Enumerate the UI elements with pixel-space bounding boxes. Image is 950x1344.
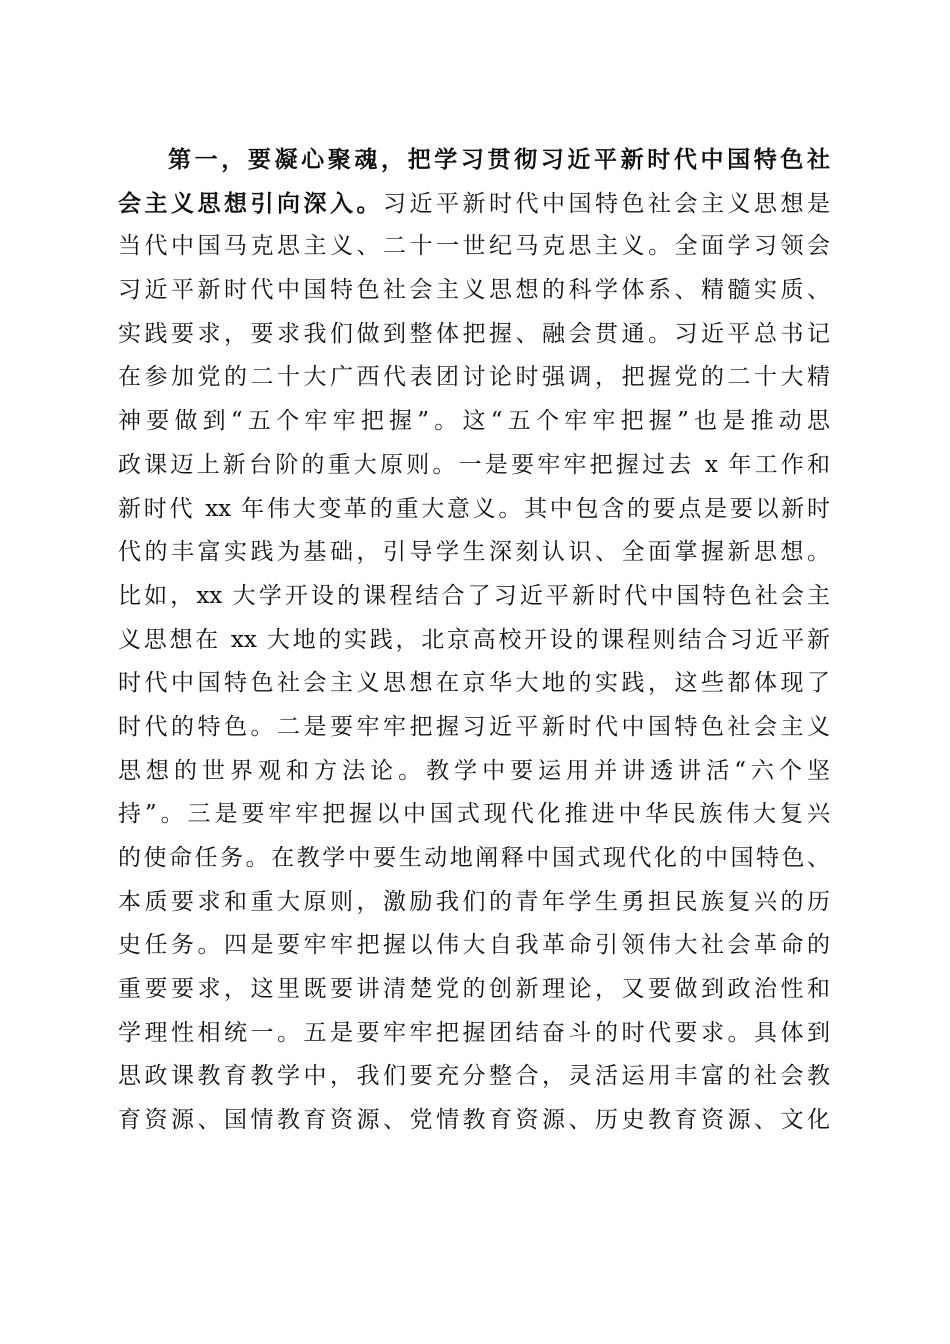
line-text: 的使命任务。在教学中要生动地阐释中国式现代化的中国特色、 — [118, 845, 830, 871]
line-text: 思想的世界观和方法论。教学中要运用并讲透讲活“六个坚 — [118, 757, 830, 784]
line-text: 代的丰富实践为基础，引导学生深刻认识、全面掌握新思想。 — [118, 539, 830, 566]
line-text: 神要做到“五个牢牢把握”。这“五个牢牢把握”也是推动思 — [118, 408, 830, 435]
body-paragraph — [118, 138, 830, 1143]
line-text: 重要要求，这里既要讲清楚党的创新理论，又要做到政治性和 — [118, 976, 830, 1003]
line-text: 当代中国马克思主义、二十一世纪马克思主义。全面学习领会 — [118, 233, 830, 260]
text-line — [118, 400, 830, 444]
line-text: 实践要求，要求我们做到整体把握、融会贯通。习近平总书记 — [118, 320, 830, 347]
text-line — [118, 138, 830, 182]
text-line — [118, 793, 830, 837]
text-line — [118, 924, 830, 968]
text-line — [118, 444, 830, 488]
line-text: 习近平新时代中国特色社会主义思想是 — [383, 190, 830, 217]
text-line — [118, 881, 830, 925]
text-line — [118, 1099, 830, 1143]
line-text: 比如，xx 大学开设的课程结合了习近平新时代中国特色社会主 — [118, 582, 830, 609]
line-text: 本质要求和重大原则，激励我们的青年学生勇担民族复兴的历 — [118, 888, 830, 915]
text-line — [118, 750, 830, 794]
text-line — [118, 531, 830, 575]
text-line — [118, 182, 830, 226]
line-text: 持”。三是要牢牢把握以中国式现代化推进中华民族伟大复兴 — [118, 801, 830, 828]
line-text: 史任务。四是要牢牢把握以伟大自我革命引领伟大社会革命的 — [118, 932, 830, 959]
line-text: 政课迈上新台阶的重大原则。一是要牢牢把握过去 x 年工作和 — [118, 451, 830, 478]
text-line — [118, 1055, 830, 1099]
text-line — [118, 575, 830, 619]
bold-heading-text: 第一，要凝心聚魂，把学习贯彻习近平新时代中国特色社 — [168, 146, 830, 173]
line-text: 时代的特色。二是要牢牢把握习近平新时代中国特色社会主义 — [118, 713, 830, 740]
line-text: 新时代 xx 年伟大变革的重大意义。其中包含的要点是要以新时 — [118, 495, 830, 522]
text-line — [118, 269, 830, 313]
line-text: 学理性相统一。五是要牢牢把握团结奋斗的时代要求。具体到 — [118, 1019, 830, 1046]
text-line — [118, 1012, 830, 1056]
text-line — [118, 313, 830, 357]
text-line — [118, 488, 830, 532]
text-line — [118, 662, 830, 706]
text-line — [118, 225, 830, 269]
text-line — [118, 968, 830, 1012]
text-line — [118, 356, 830, 400]
line-text: 育资源、国情教育资源、党情教育资源、历史教育资源、文化 — [118, 1107, 830, 1134]
line-text: 在参加党的二十大广西代表团讨论时强调，把握党的二十大精 — [118, 364, 830, 391]
bold-heading-text: 会主义思想引向深入。 — [118, 189, 383, 217]
text-line — [118, 706, 830, 750]
line-text: 习近平新时代中国特色社会主义思想的科学体系、精髓实质、 — [118, 277, 830, 304]
text-line — [118, 837, 830, 881]
text-line — [118, 619, 830, 663]
line-text: 思政课教育教学中，我们要充分整合，灵活运用丰富的社会教 — [118, 1063, 830, 1090]
line-text: 时代中国特色社会主义思想在京华大地的实践，这些都体现了 — [118, 670, 830, 697]
line-text: 义思想在 xx 大地的实践，北京高校开设的课程则结合习近平新 — [118, 626, 830, 653]
